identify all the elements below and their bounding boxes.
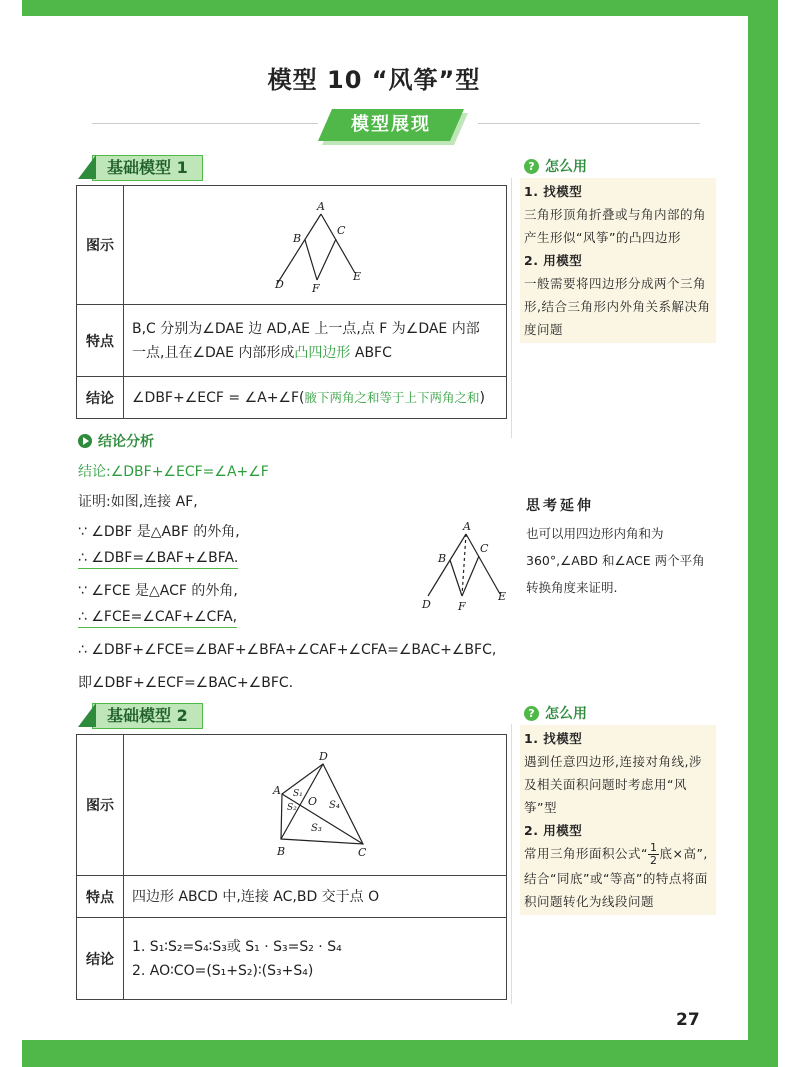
model1-feature-label: 特点	[77, 305, 124, 377]
side1-heading: ? 怎么用	[524, 156, 587, 176]
top-border-bar	[22, 0, 778, 16]
section-divider-left	[92, 123, 318, 124]
label-F: F	[312, 281, 320, 295]
side2-use-text: 常用三角形面积公式“ $\frac{1}{2}$ 底×高”,结合“同底”或“等高”的特点将面积问题转化为线段问题	[524, 841, 708, 909]
side1-use-label: 2. 用模型	[524, 253, 583, 268]
proof-line-5: ∴ ∠FCE=∠CAF+∠CFA,	[78, 609, 237, 628]
label-B: B	[293, 231, 302, 245]
side-divider-1	[511, 178, 512, 438]
section-title: 模型展现	[351, 114, 431, 135]
q-label-S4: S₄	[329, 800, 340, 811]
proof-figure	[416, 518, 516, 616]
model1-tag-label: 基础模型 1	[92, 155, 203, 181]
model2-tag-label: 基础模型 2	[92, 703, 203, 729]
q-label-A: A	[273, 784, 281, 797]
model1-feature-line2: 一点,且在∠DAE 内部形成凸四边形 ABFC	[132, 344, 392, 361]
question-icon: ?	[524, 159, 539, 174]
model1-tag-marker	[78, 155, 96, 179]
proof-label-D: D	[422, 598, 431, 611]
model2-feature-label: 特点	[77, 876, 124, 918]
model1-feature-line1: B,C 分别为∠DAE 边 AD,AE 上一点,点 F 为∠DAE 内部	[132, 320, 480, 337]
label-D: D	[275, 277, 284, 291]
proof-label-C: C	[480, 542, 489, 555]
model2-conclusion-cell	[124, 918, 507, 1000]
model2-conclusion-label: 结论	[77, 918, 124, 1000]
model1-conclusion-cell: ∠DBF+∠ECF = ∠A+∠F(腋下两角之和等于上下两角之和)	[124, 377, 507, 419]
q-label-S1: S₁	[293, 789, 303, 799]
q-label-S3: S₃	[311, 823, 322, 834]
label-E: E	[353, 269, 362, 283]
model2-conclusion-2: 2. AO∶CO=(S₁+S₂)∶(S₃+S₄)	[132, 962, 314, 979]
proof-line-6: ∴ ∠DBF+∠FCE=∠BAF+∠BFA+∠CAF+∠CFA=∠BAC+∠BFC,	[78, 642, 497, 658]
question-icon: ?	[524, 706, 539, 721]
model2-table	[76, 734, 507, 1000]
side-divider-2	[511, 724, 512, 1004]
side2-heading: ? 怎么用	[524, 703, 587, 723]
side2-use-label: 2. 用模型	[524, 823, 583, 838]
conclusion-note: 腋下两角之和等于上下两角之和	[304, 389, 480, 405]
q-label-C: C	[358, 846, 367, 859]
section-banner	[318, 109, 464, 141]
model1-figure-cell	[124, 186, 507, 305]
proof-line-4: ∵ ∠FCE 是△ACF 的外角,	[78, 583, 238, 599]
proof-label-E: E	[498, 590, 507, 603]
proof-label-B: B	[438, 552, 447, 565]
proof-line-7: 即∠DBF+∠ECF=∠BAC+∠BFC.	[78, 675, 294, 691]
bottom-border-bar	[22, 1040, 778, 1067]
analysis-heading: 结论分析	[78, 431, 154, 451]
page-title: 模型 10 “风筝”型	[267, 66, 481, 94]
label-A: A	[317, 199, 325, 213]
side2-find-text: 遇到任意四边形,连接对角线,涉及相关面积问题时考虑用“风筝”型	[524, 754, 702, 815]
think-heading: 思考延伸	[526, 498, 594, 514]
convex-quad-highlight: 凸四边形	[294, 344, 351, 361]
proof-line-3-wrap	[78, 550, 238, 566]
model2-figure-label: 图示	[77, 735, 124, 876]
side1-use-text: 一般需要将四边形分成两个三角形,结合三角形内外角关系解决角度问题	[524, 276, 711, 337]
proof-label-A: A	[463, 520, 471, 533]
q-label-S2: S₂	[287, 803, 297, 813]
side2-find-label: 1. 找模型	[524, 731, 583, 746]
side1-find-text: 三角形顶角折叠或与角内部的角产生形似“风筝”的凸四边形	[524, 207, 707, 245]
side2-box	[520, 725, 716, 915]
proof-line-1: 证明:如图,连接 AF,	[78, 494, 198, 510]
side1-find-label: 1. 找模型	[524, 184, 583, 199]
model2-figure-cell	[124, 735, 507, 876]
model1-figure-label: 图示	[77, 186, 124, 305]
quad-figure	[125, 736, 505, 874]
proof-label-F: F	[458, 600, 466, 613]
model1-feature-cell	[124, 305, 507, 377]
proof-line-2: ∵ ∠DBF 是△ABF 的外角,	[78, 524, 240, 540]
model1-conclusion-label: 结论	[77, 377, 124, 419]
play-icon	[78, 434, 92, 448]
proof-line-3: ∴ ∠DBF=∠BAF+∠BFA.	[78, 550, 238, 569]
analysis-conclusion: 结论:∠DBF+∠ECF=∠A+∠F	[78, 464, 269, 480]
proof-line-5-wrap	[78, 609, 237, 625]
model2-conclusion-1: 1. S₁∶S₂=S₄∶S₃或 S₁ · S₃=S₂ · S₄	[132, 938, 342, 955]
page-number: 27	[676, 1010, 700, 1030]
think-text: 也可以用四边形内角和为 360°,∠ABD 和∠ACE 两个平角转换角度来证明.	[526, 526, 705, 595]
section-divider-right	[478, 123, 700, 124]
kite-figure	[125, 188, 505, 303]
right-border-bar	[748, 0, 778, 1067]
label-C: C	[337, 223, 346, 237]
side1-box	[520, 178, 716, 343]
model2-feature-text: 四边形 ABCD 中,连接 AC,BD 交于点 O	[124, 876, 507, 918]
q-label-O: O	[308, 795, 318, 808]
model1-table	[76, 185, 507, 419]
one-half-fraction: $\frac{1}{2}$	[649, 841, 658, 867]
q-label-D: D	[319, 750, 328, 763]
q-label-B: B	[277, 845, 286, 858]
